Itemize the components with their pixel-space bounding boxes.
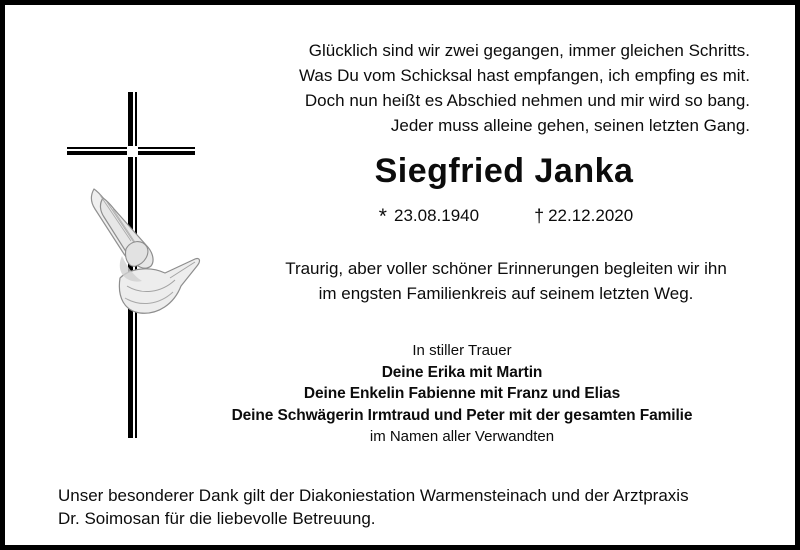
deceased-name: Siegfried Janka [374, 152, 634, 190]
verse-line: Jeder muss alleine gehen, seinen letzten Gang. [390, 116, 750, 135]
life-dates [201, 204, 800, 227]
verse-line: Glücklich sind wir zwei gegangen, immer gleichen Schritts. [308, 41, 750, 60]
farewell-text [196, 256, 800, 306]
farewell-line: Traurig, aber voller schöner Erinnerungen begleiten wir ihn [285, 259, 727, 278]
opening-verse [220, 38, 750, 138]
death-date [534, 204, 633, 227]
birth-date-value: 23.08.1940 [393, 206, 480, 225]
verse-line: Was Du vom Schicksal hast empfangen, ich empfing es mit. [299, 66, 750, 85]
mourner-line: Deine Erika mit Martin [381, 363, 543, 381]
birth-date [379, 204, 479, 227]
mourners-outro: im Namen aller Verwandten [369, 428, 555, 445]
farewell-line: im engsten Familienkreis auf seinem letzten Weg. [318, 284, 694, 303]
born-star-icon: * [378, 205, 387, 228]
acknowledgement-line: Dr. Soimosan für die liebevolle Betreuung. [58, 508, 376, 528]
mourner-line: Deine Enkelin Fabienne mit Franz und Elias [303, 385, 621, 402]
acknowledgement-text [58, 485, 758, 530]
cross-center-gap [127, 146, 139, 158]
mourners-intro: In stiller Trauer [412, 342, 512, 359]
death-date-value: 22.12.2020 [548, 206, 634, 225]
praying-hands-icon [70, 186, 204, 320]
died-cross-icon: † [534, 206, 545, 226]
mourners-section [157, 340, 767, 448]
mourner-line: Deine Schwägerin Irmtraud und Peter mit der gesamten Familie [231, 406, 693, 424]
acknowledgement-line: Unser besonderer Dank gilt der Diakoniestation Warmensteinach und der Arztpraxis [58, 486, 689, 505]
verse-line: Doch nun heißt es Abschied nehmen und mir wird so bang. [304, 91, 750, 110]
